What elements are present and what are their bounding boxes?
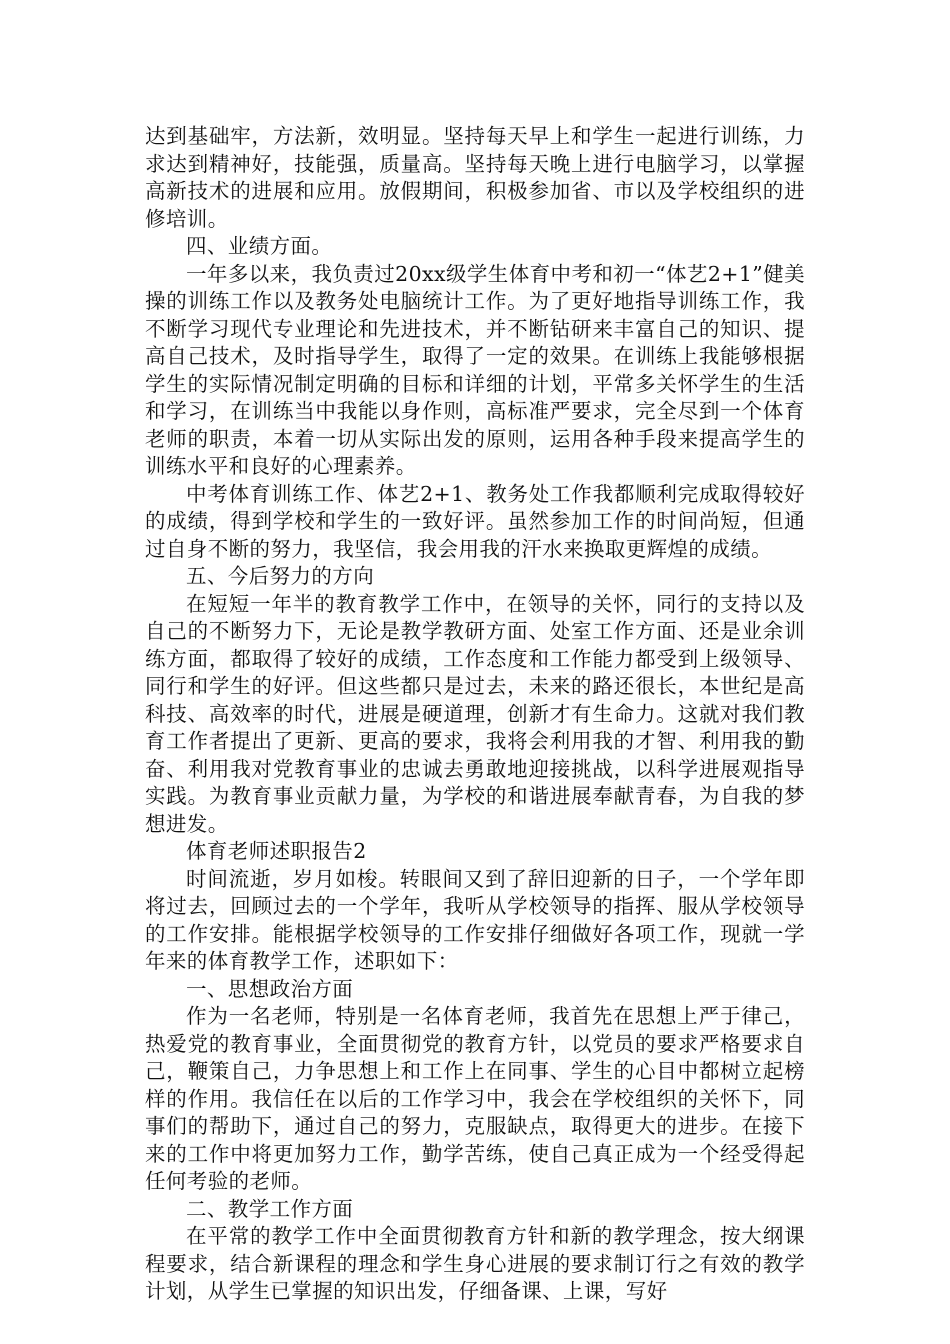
- paragraph-ideology: 作为一名老师，特别是一名体育老师，我首先在思想上严于律己，热爱党的教育事业，全面贯彻党的教育方针，以党员的要求严格要求自己，鞭策自己，力争思想上和工作上在同事、学生的心目中都树立起榜样的作用。我信任在以后的工作学习中，我会在学校组织的关怀下，同事们的帮助下，通过自己的努力，克服缺点，取得更大的进步。在接下来的工作中将更加努力工作，勤学苦练，使自己真正成为一个经受得起任何考验的老师。: [145, 1004, 805, 1193]
- section-heading-future-direction: 五、今后努力的方向: [186, 564, 375, 588]
- paragraph-intro: 时间流逝，岁月如梭。转眼间又到了辞旧迎新的日子，一个学年即将过去，回顾过去的一个学年，我听从学校领导的指挥、服从学校领导的工作安排。能根据学校领导的工作安排仔细做好各项工作，现就一学年来的体育教学工作，述职如下：: [145, 866, 805, 973]
- document-body: [145, 123, 805, 1306]
- section-heading-teaching: 二、教学工作方面: [186, 1196, 354, 1221]
- paragraph-continuation: 达到基础牢，方法新，效明显。坚持每天早上和学生一起进行训练，力求达到精神好，技能强，质量高。坚持每天晚上进行电脑学习，以掌握高新技术的进展和应用。放假期间，积极参加省、市以及学校组织的进修培训。: [145, 124, 805, 231]
- section-heading-achievements: 四、业绩方面。: [186, 234, 333, 258]
- section-heading-ideology: 一、思想政治方面: [186, 976, 354, 1001]
- paragraph-results: 中考体育训练工作、体艺2+1、教务处工作我都顺利完成取得较好的成绩，得到学校和学生的一致好评。虽然参加工作的时间尚短，但通过自身不断的努力，我坚信，我会用我的汗水来换取更辉煌的成绩。: [145, 481, 805, 561]
- report-title-2: 体育老师述职报告2: [186, 839, 367, 863]
- paragraph-future-direction: 在短短一年半的教育教学工作中，在领导的关怀，同行的支持以及自己的不断努力下，无论是教学教研方面、处室工作方面、还是业余训练方面，都取得了较好的成绩，工作态度和工作能力都受到上级领导、同行和学生的好评。但这些都只是过去，未来的路还很长，本世纪是高科技、高效率的时代，进展是硬道理，创新才有生命力。这就对我们教育工作者提出了更新、更高的要求，我将会利用我的才智、利用我的勤奋、利用我对党教育事业的忠诚去勇敢地迎接挑战，以科学进展观指导实践。为教育事业贡献力量，为学校的和谐进展奉献青春，为自我的梦想进发。: [145, 591, 805, 836]
- paragraph-achievements: 一年多以来，我负责过20xx级学生体育中考和初一“体艺2+1”健美操的训练工作以及教务处电脑统计工作。为了更好地指导训练工作，我不断学习现代专业理论和先进技术，并不断钻研来丰富自己的知识、提高自己技术，及时指导学生，取得了一定的效果。在训练上我能够根据学生的实际情况制定明确的目标和详细的计划，平常多关怀学生的生活和学习，在训练当中我能以身作则，高标准严要求，完全尽到一个体育老师的职责，本着一切从实际出发的原则，运用各种手段来提高学生的训练水平和良好的心理素养。: [145, 261, 805, 478]
- paragraph-teaching: 在平常的教学工作中全面贯彻教育方针和新的教学理念，按大纲课程要求，结合新课程的理念和学生身心进展的要求制订行之有效的教学计划，从学生已掌握的知识出发，仔细备课、上课，写好: [145, 1224, 805, 1303]
